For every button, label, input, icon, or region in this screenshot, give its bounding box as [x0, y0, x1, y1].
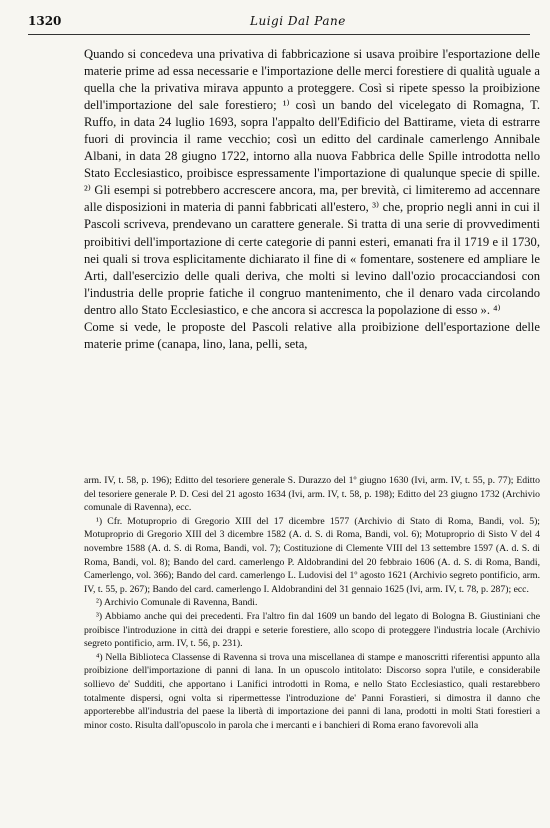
page-number: 1320	[28, 14, 62, 28]
paragraph: Quando si concedeva una privativa di fabbricazione si usava proibire l'esportazione delle materie prime ad essa necessarie e l'importazione delle merci forestiere di qualità uguale a quella che la privativa mirava appunto a proteggere. Così si ripete spesso la proibizione dell'importazione del sale forestiero; ¹⁾ così un bando del vicelegato di Romagna, T. Ruffo, in data 24 luglio 1693, sopra l'appalto dell'Edificio del Battirame, vieta di estrarre fuori di provincia il rame vecchio; così un editto del cardinale camerlengo Annibale Albani, in data 28 giugno 1722, intorno alla nuova Fabbrica delle Spille introdotta nello Stato Ecclesiastico, proibisce espressamente l'importazione di qualunque specie di spille. ²⁾ Gli esempi si potrebbero accrescere ancora, ma, per brevità, ci limiteremo ad accennare alle disposizioni in materia di panni fabbricati all'estero, ³⁾ che, proprio negli anni in cui il Pascoli scriveva, prendevano un carattere generale. Si tratta di una serie di provvedimenti proibitivi dell'importazione di certe categorie di panni esteri, emanati fra il 1719 e il 1730, nei quali si trova esplicitamente dichiarato il fine di « fomentare, sostenere ed ampliare le Arti, dall'esercizio delle quali deriva, che molti si levino dall'ozio procacciandosi con l'industria delle proprie fatiche il congruo mantenimento, che il denaro vada circolando dentro allo Stato Ecclesiastico, e che ancora si accresca la popolazione di esso ». ⁴⁾	[84, 47, 540, 317]
running-head: Luigi Dal Pane	[250, 14, 346, 28]
footnote-2: ²) Archivio Comunale di Ravenna, Bandi.	[96, 597, 258, 609]
header-rule	[28, 34, 530, 35]
paragraph: Come si vede, le proposte del Pascoli relative alla proibizione dell'esportazione delle materie prime (canapa, lino, lana, pelli, seta,	[84, 319, 540, 351]
footnote-continuation: arm. IV, t. 58, p. 196); Editto del tesoriere generale S. Durazzo del 1º giugno 1630 (Ivi, arm. IV, t. 55, p. 77); Editto del tesoriere generale P. D. Cesi del 21 agosto 1634 (Ivi, arm. IV, t. 58, p. 198); Editto del 23 giugno 1732 (Archivio comunale di Ravenna), ecc.	[84, 475, 540, 514]
footnotes	[84, 474, 540, 732]
footnote-3: ³) Abbiamo anche qui dei precedenti. Fra l'altro fin dal 1609 un bando del legato di Bologna B. Giustiniani che proibisce l'introduzione in città dei drappi e seterie forestiere, allo scopo di proteggere l'industria locale (Archivio segreto pontificio, arm. IV, t. 56, p. 231).	[84, 610, 540, 650]
footnote-1: ¹) Cfr. Motuproprio di Gregorio XIII del 17 dicembre 1577 (Archivio di Stato di Roma, Bandi, vol. 5); Motuproprio di Gregorio XIII del 3 dicembre 1582 (A. d. S. di Roma, Bandi, vol. 6); Motuproprio di Sisto V del 4 novembre 1588 (A. d. S. di Roma, Bandi, vol. 7); Costituzione di Clemente VIII del 13 settembre 1597 (A. d. S. di Roma, Bandi, vol. 8); Bando del card. camerlengo P. Aldobrandini del 20 febbraio 1606 (A. d. S. di Roma, Bandi, Camerlengo, vol. 366); Bando del card. camerlengo L. Ludovisi del 1º agosto 1621 (Archivio segreto pontificio, arm. IV, t. 55, p. 267); Bando del card. camerlengo I. Aldobrandini del 31 gennaio 1625 (Ivi, arm. IV, t. 78, p. 287); ecc.	[84, 515, 540, 595]
main-text	[84, 46, 540, 353]
page-header	[28, 14, 528, 32]
footnote-4: ⁴) Nella Biblioteca Classense di Ravenna si trova una miscellanea di stampe e manoscritti riferentisi appunto alla proibizione dell'importazione di panni di lana. In un opuscolo intitolato: Discorso sopra l'utile, e considerabile sollievo de' Sudditi, che apportano i Lanifici introdotti in Roma, e nello Stato Ecclesiastico, quali restarebbero totalmente dispersi, ogni volta si ripermettesse l'introduzione de' Panni Forastieri, si dimostra il danno che apporterebbe all'industria del paese la libertà di importazione dei panni di lana, prodotti in molti Stati forestieri a minor costo. Risulta dall'opuscolo in parola che i mercanti e i banchieri di Roma erano favorevoli alla	[84, 651, 540, 731]
